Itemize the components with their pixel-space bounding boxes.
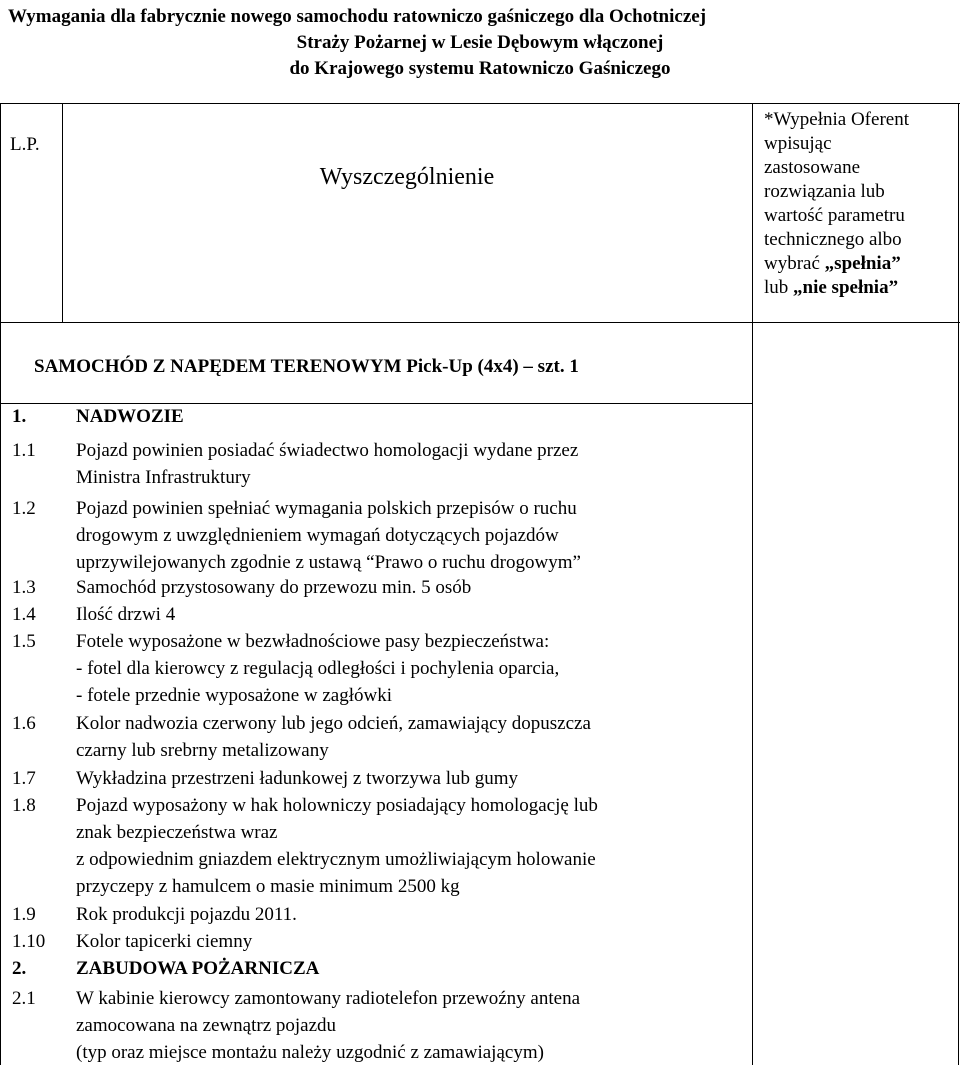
header-oferent	[764, 108, 954, 300]
row-text-line: (typ oraz miejsce montażu należy uzgodnić z zamawiającym)	[76, 1042, 544, 1063]
section-title: SAMOCHÓD Z NAPĘDEM TERENOWYM Pick-Up (4x4) – szt. 1	[34, 356, 579, 377]
row-number: 1.	[12, 406, 27, 427]
row-text-line: drogowym z uwzględnieniem wymagań dotyczących pojazdów	[76, 525, 559, 546]
document-title	[0, 4, 960, 82]
table-top-border	[0, 103, 960, 104]
row-text-line: Ilość drzwi 4	[76, 604, 176, 625]
header-bottom-border	[0, 322, 960, 323]
oferent-line: wybrać „spełnia”	[764, 253, 901, 274]
row-number: 1.1	[12, 440, 36, 461]
row-number: 2.	[12, 958, 27, 979]
header-lp: L.P.	[10, 134, 40, 155]
row-number: 1.4	[12, 604, 36, 625]
row-text	[76, 792, 748, 900]
table-right-border	[958, 103, 959, 1065]
row-text-line: czarny lub srebrny metalizowany	[76, 740, 329, 761]
row-text-line: znak bezpieczeństwa wraz	[76, 822, 278, 843]
row-text-line: Pojazd powinien spełniać wymagania polskich przepisów o ruchu	[76, 498, 577, 519]
row-text	[76, 765, 748, 792]
row-text-line: ZABUDOWA POŻARNICZA	[76, 958, 320, 979]
row-text-line: Pojazd wyposażony w hak holowniczy posiadający homologację lub	[76, 795, 598, 816]
row-text	[76, 601, 748, 628]
row-text-line: Ministra Infrastruktury	[76, 467, 251, 488]
row-text-line: uprzywilejowanych zgodnie z ustawą “Prawo o ruchu drogowym”	[76, 552, 581, 573]
row-text	[76, 985, 748, 1066]
oferent-line: technicznego albo	[764, 229, 902, 250]
title-line-3: do Krajowego systemu Ratowniczo Gaśniczego	[289, 58, 671, 79]
column-divider-oferent	[752, 103, 753, 1065]
row-text-line: Wykładzina przestrzeni ładunkowej z tworzywa lub gumy	[76, 768, 519, 789]
oferent-emphasis: „nie spełnia”	[793, 277, 899, 298]
title-line-2: Straży Pożarnej w Lesie Dębowym włączonej	[296, 32, 664, 53]
row-text-line: Kolor nadwozia czerwony lub jego odcień, zamawiający dopuszcza	[76, 713, 591, 734]
row-number: 1.2	[12, 498, 36, 519]
title-line-1: Wymagania dla fabrycznie nowego samochodu ratowniczo gaśniczego dla Ochotniczej	[8, 6, 707, 27]
row-text-line: zamocowana na zewnątrz pojazdu	[76, 1015, 337, 1036]
header-wyszczegolnienie: Wyszczególnienie	[319, 164, 495, 190]
row-number: 1.3	[12, 577, 36, 598]
row-text	[76, 928, 748, 955]
oferent-line: rozwiązania lub	[764, 181, 885, 202]
row-text	[76, 955, 748, 982]
oferent-line: lub „nie spełnia”	[764, 277, 899, 298]
row-text	[76, 495, 748, 576]
oferent-emphasis: „spełnia”	[824, 253, 901, 274]
row-text-line: - fotel dla kierowcy z regulacją odległości i pochylenia oparcia,	[76, 658, 560, 679]
row-text	[76, 710, 748, 764]
column-divider-lp	[62, 103, 63, 322]
row-number: 1.7	[12, 768, 36, 789]
row-text-line: NADWOZIE	[76, 406, 184, 427]
row-text	[76, 437, 748, 491]
oferent-line: wpisując	[764, 133, 832, 154]
row-text-line: Samochód przystosowany do przewozu min. 5 osób	[76, 577, 472, 598]
row-text-line: Fotele wyposażone w bezwładnościowe pasy bezpieczeństwa:	[76, 631, 550, 652]
row-number: 1.9	[12, 904, 36, 925]
row-number: 1.6	[12, 713, 36, 734]
row-text-line: - fotele przednie wyposażone w zagłówki	[76, 685, 393, 706]
row-text	[76, 901, 748, 928]
row-text-line: przyczepy z hamulcem o masie minimum 2500 kg	[76, 876, 460, 897]
row-text	[76, 574, 748, 601]
row-text	[76, 628, 748, 709]
row-text-line: z odpowiednim gniazdem elektrycznym umożliwiającym holowanie	[76, 849, 596, 870]
row-text-line: Pojazd powinien posiadać świadectwo homologacji wydane przez	[76, 440, 579, 461]
oferent-line: *Wypełnia Oferent	[764, 109, 909, 130]
row-number: 1.8	[12, 795, 36, 816]
row-number: 2.1	[12, 988, 36, 1009]
oferent-line: zastosowane	[764, 157, 861, 178]
row-number: 1.10	[12, 931, 46, 952]
row-number: 1.5	[12, 631, 36, 652]
row-text-line: W kabinie kierowcy zamontowany radiotelefon przewoźny antena	[76, 988, 581, 1009]
oferent-line: wartość parametru	[764, 205, 905, 226]
row-text-line: Rok produkcji pojazdu 2011.	[76, 904, 297, 925]
table-left-border	[0, 103, 1, 1065]
row-text	[76, 403, 748, 430]
row-text-line: Kolor tapicerki ciemny	[76, 931, 253, 952]
